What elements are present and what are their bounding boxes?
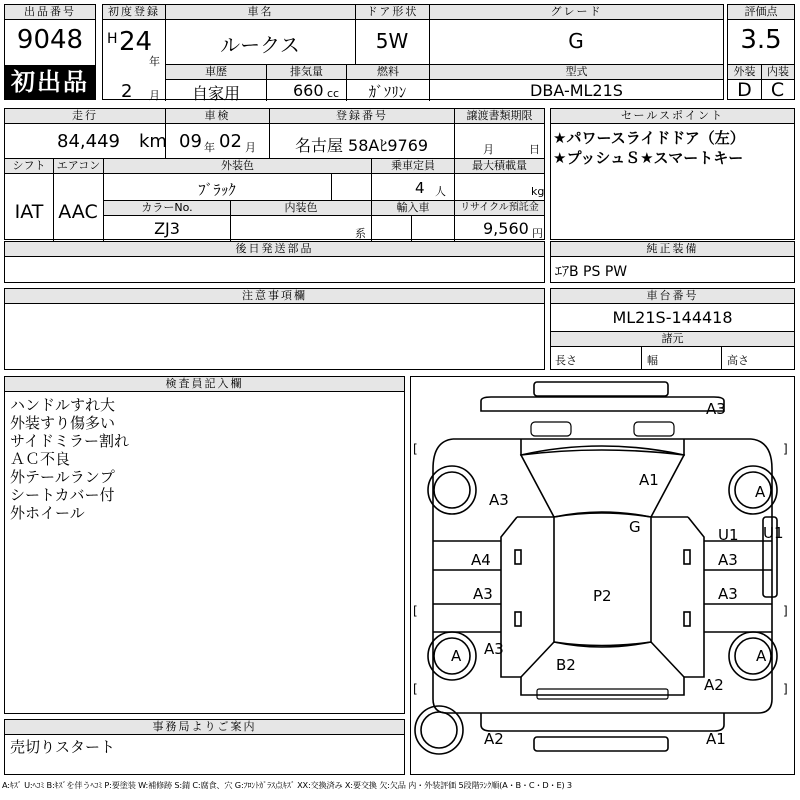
capacity-label: 乗車定員 — [371, 159, 454, 174]
model-label: 型式 — [430, 65, 723, 80]
inspector-note-5: 外テールランプ — [10, 468, 115, 486]
max-load-label: 最大積載量 — [454, 159, 544, 174]
inspector-label: 検査員記入欄 — [5, 377, 404, 392]
ext-color-value: ﾌﾞﾗｯｸ — [198, 181, 236, 199]
displacement-unit: cc — [327, 87, 340, 100]
score-box — [727, 4, 795, 100]
capacity-value: 4 — [415, 179, 425, 197]
damage-mark: P2 — [593, 587, 612, 605]
model-value: DBA-ML21S — [530, 81, 623, 100]
damage-mark: A1 — [706, 730, 726, 748]
equipment-box — [550, 241, 795, 283]
later-parts-label: 後日発送部品 — [5, 242, 544, 257]
inspector-note-2: 外装すり傷多い — [10, 414, 116, 432]
damage-mark: A2 — [704, 676, 724, 694]
damage-mark: B2 — [556, 656, 576, 674]
inspection-year: 09 — [179, 131, 202, 152]
color-no-value: ZJ3 — [154, 219, 180, 238]
caution-box — [4, 288, 545, 370]
sales-points-box — [550, 108, 795, 240]
damage-mark: ] — [783, 442, 788, 456]
damage-mark: A2 — [484, 730, 504, 748]
displacement-label: 排気量 — [266, 65, 346, 80]
damage-mark: G — [629, 518, 641, 536]
damage-mark: [ — [413, 682, 418, 696]
car-diagram — [411, 377, 794, 774]
damage-mark: A — [755, 483, 766, 501]
damage-mark: ] — [783, 682, 788, 696]
sales-point-2: ★プッシュＳ★スマートキー — [553, 149, 744, 167]
color-no-label: カラーNo. — [104, 201, 230, 216]
equipment-value: ｴｱB PS PW — [555, 264, 628, 280]
aircon-value: AAC — [58, 201, 98, 223]
first-reg-year-unit: 年 — [149, 55, 160, 68]
score-value: 3.5 — [740, 25, 782, 55]
car-name: ルークス — [220, 33, 300, 57]
aircon-label: エアコン — [53, 159, 103, 174]
registration-box — [4, 108, 545, 240]
recycle-label: リサイクル預託金 — [455, 201, 544, 216]
recycle-unit: 円 — [532, 227, 543, 240]
int-score-label: 内装 — [761, 65, 794, 80]
shift-label: シフト — [5, 159, 53, 174]
damage-mark: ] — [783, 604, 788, 618]
damage-mark: A — [451, 647, 462, 665]
inspector-box — [4, 376, 405, 714]
damage-mark: [ — [413, 442, 418, 456]
caution-label: 注意事項欄 — [5, 289, 544, 304]
transfer-month-unit: 月 — [483, 143, 494, 156]
inspector-note-7: 外ホイール — [10, 504, 85, 522]
inspector-note-4: ＡＣ不良 — [10, 450, 71, 468]
lot-number: 9048 — [16, 25, 84, 55]
damage-mark: A — [756, 647, 767, 665]
grade-value: G — [568, 29, 584, 53]
inspection-month-unit: 月 — [245, 141, 256, 154]
damage-mark: A3 — [489, 491, 509, 509]
int-score: C — [770, 79, 785, 101]
grade-label: グレード — [429, 5, 723, 20]
displacement-value: 660 — [293, 81, 324, 100]
ext-score: D — [737, 79, 752, 101]
mileage-value: 84,449 — [57, 131, 120, 152]
max-load-unit: kg — [531, 185, 545, 198]
fuel-value: ｶﾞｿﾘﾝ — [368, 83, 407, 101]
width-label: 幅 — [647, 354, 658, 367]
first-reg-month: 2 — [121, 81, 133, 102]
damage-mark: A3 — [484, 640, 504, 658]
recycle-value: 9,560 — [483, 219, 529, 238]
door-type: 5W — [375, 29, 409, 53]
inspector-note-1: ハンドルすれ大 — [10, 396, 116, 414]
damage-diagram-box — [410, 376, 795, 775]
inspector-note-3: サイドミラー割れ — [10, 432, 129, 450]
int-color-label: 内装色 — [230, 201, 371, 216]
plate-value: 名古屋 58Aﾋ9769 — [294, 136, 429, 155]
plate-label: 登録番号 — [269, 109, 454, 124]
equipment-label: 純正装備 — [551, 242, 794, 257]
history-label: 車歴 — [166, 65, 266, 80]
first-listing-badge: 初出品 — [5, 65, 95, 99]
chassis-box — [550, 288, 795, 370]
damage-mark: A3 — [706, 400, 726, 418]
inspection-year-unit: 年 — [204, 141, 215, 154]
damage-mark: A1 — [639, 471, 659, 489]
length-label: 長さ — [555, 354, 577, 367]
transfer-day-unit: 日 — [529, 143, 540, 156]
mileage-unit: km — [139, 131, 167, 152]
damage-mark: A3 — [718, 585, 738, 603]
lot-label: 出品番号 — [5, 5, 95, 20]
capacity-unit: 人 — [435, 185, 446, 198]
inspection-month: 02 — [219, 131, 242, 152]
first-reg-month-unit: 月 — [149, 89, 160, 102]
sales-points-label: セールスポイント — [551, 109, 794, 124]
history-value: 自家用 — [191, 84, 240, 103]
mileage-label: 走行 — [5, 109, 165, 124]
office-value: 売切りスタート — [10, 738, 116, 756]
damage-mark: A3 — [473, 585, 493, 603]
damage-mark: U1 — [763, 524, 784, 542]
ext-score-label: 外装 — [728, 65, 761, 80]
ext-color-label: 外装色 — [103, 159, 371, 174]
vehicle-info-box — [102, 4, 724, 103]
car-name-label: 車名 — [165, 5, 355, 20]
damage-mark: A4 — [471, 551, 491, 569]
office-label: 事務局よりご案内 — [5, 720, 404, 735]
sales-point-1: ★パワースライドドア（左） — [553, 129, 745, 147]
first-reg-year: 24 — [119, 27, 153, 57]
shift-value: IAT — [14, 201, 44, 223]
transfer-label: 譲渡書類期限 — [454, 109, 544, 124]
chassis-value: ML21S-144418 — [612, 308, 733, 327]
door-label: ドア形状 — [355, 5, 429, 20]
damage-legend: A:ｷｽﾞ U:ﾍｺﾐ B:ｷｽﾞを伴うﾍｺﾐ P:要塗装 W:補修跡 S:錆 C:腐食、穴 G:ﾌﾛﾝﾄｶﾞﾗｽ点ｷｽﾞ XX:交換済み X:要交換 欠:欠品 内・外装評価 5段階ﾗﾝｸ順(A・B・C・D・E) 3 — [2, 780, 572, 790]
later-parts-box — [4, 241, 545, 283]
first-reg-label: 初度登録 — [103, 5, 165, 20]
damage-mark: A3 — [718, 551, 738, 569]
chassis-label: 車台番号 — [551, 289, 794, 304]
first-reg-era: H — [107, 31, 118, 47]
import-label: 輸入車 — [372, 201, 454, 216]
inspector-note-6: シートカバー付 — [10, 486, 115, 504]
height-label: 高さ — [727, 354, 749, 367]
dims-label: 諸元 — [551, 332, 794, 347]
damage-mark: [ — [413, 604, 418, 618]
office-box — [4, 719, 405, 775]
damage-mark: U1 — [718, 526, 739, 544]
int-color-unit: 系 — [355, 227, 366, 240]
inspection-label: 車検 — [165, 109, 269, 124]
fuel-label: 燃料 — [346, 65, 429, 80]
score-label: 評価点 — [728, 5, 794, 20]
